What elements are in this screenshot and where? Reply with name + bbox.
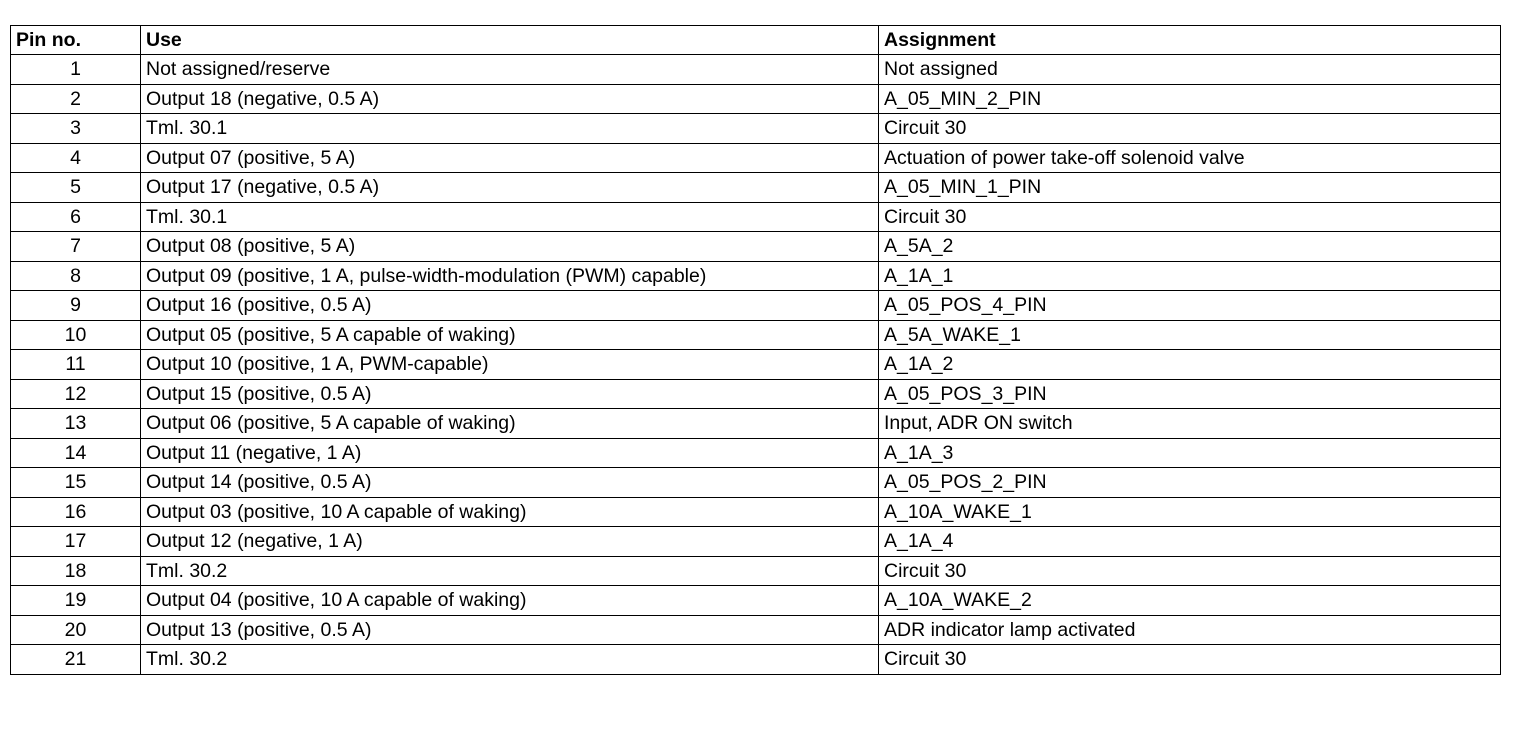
use-cell: Output 17 (negative, 0.5 A) bbox=[141, 173, 879, 203]
use-cell: Output 13 (positive, 0.5 A) bbox=[141, 615, 879, 645]
assignment-cell: ADR indicator lamp activated bbox=[879, 615, 1501, 645]
table-body bbox=[11, 55, 1501, 675]
pin-number-cell: 6 bbox=[11, 202, 141, 232]
use-cell: Output 15 (positive, 0.5 A) bbox=[141, 379, 879, 409]
assignment-cell: Circuit 30 bbox=[879, 114, 1501, 144]
use-cell: Output 09 (positive, 1 A, pulse-width-modulation (PWM) capable) bbox=[141, 261, 879, 291]
assignment-cell: A_05_MIN_1_PIN bbox=[879, 173, 1501, 203]
table-row bbox=[11, 527, 1501, 557]
use-cell: Tml. 30.1 bbox=[141, 114, 879, 144]
use-cell: Tml. 30.2 bbox=[141, 556, 879, 586]
use-cell: Output 11 (negative, 1 A) bbox=[141, 438, 879, 468]
table-row bbox=[11, 468, 1501, 498]
assignment-cell: A_1A_3 bbox=[879, 438, 1501, 468]
assignment-cell: A_05_MIN_2_PIN bbox=[879, 84, 1501, 114]
assignment-cell: A_05_POS_3_PIN bbox=[879, 379, 1501, 409]
use-cell: Tml. 30.1 bbox=[141, 202, 879, 232]
pin-number-cell: 9 bbox=[11, 291, 141, 321]
assignment-cell: A_05_POS_2_PIN bbox=[879, 468, 1501, 498]
table-header bbox=[11, 26, 1501, 55]
pin-number-cell: 15 bbox=[11, 468, 141, 498]
use-cell: Output 16 (positive, 0.5 A) bbox=[141, 291, 879, 321]
use-cell: Not assigned/reserve bbox=[141, 55, 879, 85]
use-cell: Output 10 (positive, 1 A, PWM-capable) bbox=[141, 350, 879, 380]
table-row bbox=[11, 232, 1501, 262]
assignment-cell: A_5A_2 bbox=[879, 232, 1501, 262]
header-pin-no: Pin no. bbox=[11, 26, 141, 55]
table-row bbox=[11, 261, 1501, 291]
table-row bbox=[11, 645, 1501, 675]
pin-number-cell: 2 bbox=[11, 84, 141, 114]
pin-number-cell: 17 bbox=[11, 527, 141, 557]
pin-number-cell: 20 bbox=[11, 615, 141, 645]
assignment-cell: Not assigned bbox=[879, 55, 1501, 85]
pin-number-cell: 11 bbox=[11, 350, 141, 380]
pin-number-cell: 14 bbox=[11, 438, 141, 468]
table-row bbox=[11, 556, 1501, 586]
header-assignment: Assignment bbox=[879, 26, 1501, 55]
table-row bbox=[11, 379, 1501, 409]
table-row bbox=[11, 586, 1501, 616]
assignment-cell: A_10A_WAKE_1 bbox=[879, 497, 1501, 527]
table-row bbox=[11, 320, 1501, 350]
assignment-cell: Circuit 30 bbox=[879, 202, 1501, 232]
table-row bbox=[11, 143, 1501, 173]
pin-number-cell: 13 bbox=[11, 409, 141, 439]
use-cell: Output 04 (positive, 10 A capable of waking) bbox=[141, 586, 879, 616]
use-cell: Output 18 (negative, 0.5 A) bbox=[141, 84, 879, 114]
pin-number-cell: 18 bbox=[11, 556, 141, 586]
pin-number-cell: 3 bbox=[11, 114, 141, 144]
table-row bbox=[11, 114, 1501, 144]
use-cell: Output 06 (positive, 5 A capable of waking) bbox=[141, 409, 879, 439]
assignment-cell: A_10A_WAKE_2 bbox=[879, 586, 1501, 616]
table-row bbox=[11, 438, 1501, 468]
use-cell: Output 07 (positive, 5 A) bbox=[141, 143, 879, 173]
pin-number-cell: 12 bbox=[11, 379, 141, 409]
use-cell: Output 05 (positive, 5 A capable of waking) bbox=[141, 320, 879, 350]
pin-assignment-table bbox=[10, 25, 1501, 675]
header-use: Use bbox=[141, 26, 879, 55]
table-row bbox=[11, 615, 1501, 645]
pin-number-cell: 1 bbox=[11, 55, 141, 85]
table-row bbox=[11, 202, 1501, 232]
pin-number-cell: 10 bbox=[11, 320, 141, 350]
pin-number-cell: 7 bbox=[11, 232, 141, 262]
assignment-cell: A_1A_1 bbox=[879, 261, 1501, 291]
use-cell: Output 12 (negative, 1 A) bbox=[141, 527, 879, 557]
assignment-cell: A_1A_4 bbox=[879, 527, 1501, 557]
assignment-cell: Circuit 30 bbox=[879, 645, 1501, 675]
table-row bbox=[11, 84, 1501, 114]
assignment-cell: Input, ADR ON switch bbox=[879, 409, 1501, 439]
assignment-cell: Actuation of power take-off solenoid valve bbox=[879, 143, 1501, 173]
use-cell: Output 03 (positive, 10 A capable of waking) bbox=[141, 497, 879, 527]
table-row bbox=[11, 409, 1501, 439]
assignment-cell: A_5A_WAKE_1 bbox=[879, 320, 1501, 350]
pin-number-cell: 19 bbox=[11, 586, 141, 616]
header-row bbox=[11, 26, 1501, 55]
use-cell: Output 14 (positive, 0.5 A) bbox=[141, 468, 879, 498]
pin-number-cell: 8 bbox=[11, 261, 141, 291]
pin-number-cell: 21 bbox=[11, 645, 141, 675]
assignment-cell: Circuit 30 bbox=[879, 556, 1501, 586]
pin-number-cell: 4 bbox=[11, 143, 141, 173]
assignment-cell: A_05_POS_4_PIN bbox=[879, 291, 1501, 321]
use-cell: Output 08 (positive, 5 A) bbox=[141, 232, 879, 262]
pin-number-cell: 5 bbox=[11, 173, 141, 203]
assignment-cell: A_1A_2 bbox=[879, 350, 1501, 380]
table-row bbox=[11, 291, 1501, 321]
table-row bbox=[11, 55, 1501, 85]
use-cell: Tml. 30.2 bbox=[141, 645, 879, 675]
pin-number-cell: 16 bbox=[11, 497, 141, 527]
table-row bbox=[11, 173, 1501, 203]
table-row bbox=[11, 497, 1501, 527]
table-row bbox=[11, 350, 1501, 380]
